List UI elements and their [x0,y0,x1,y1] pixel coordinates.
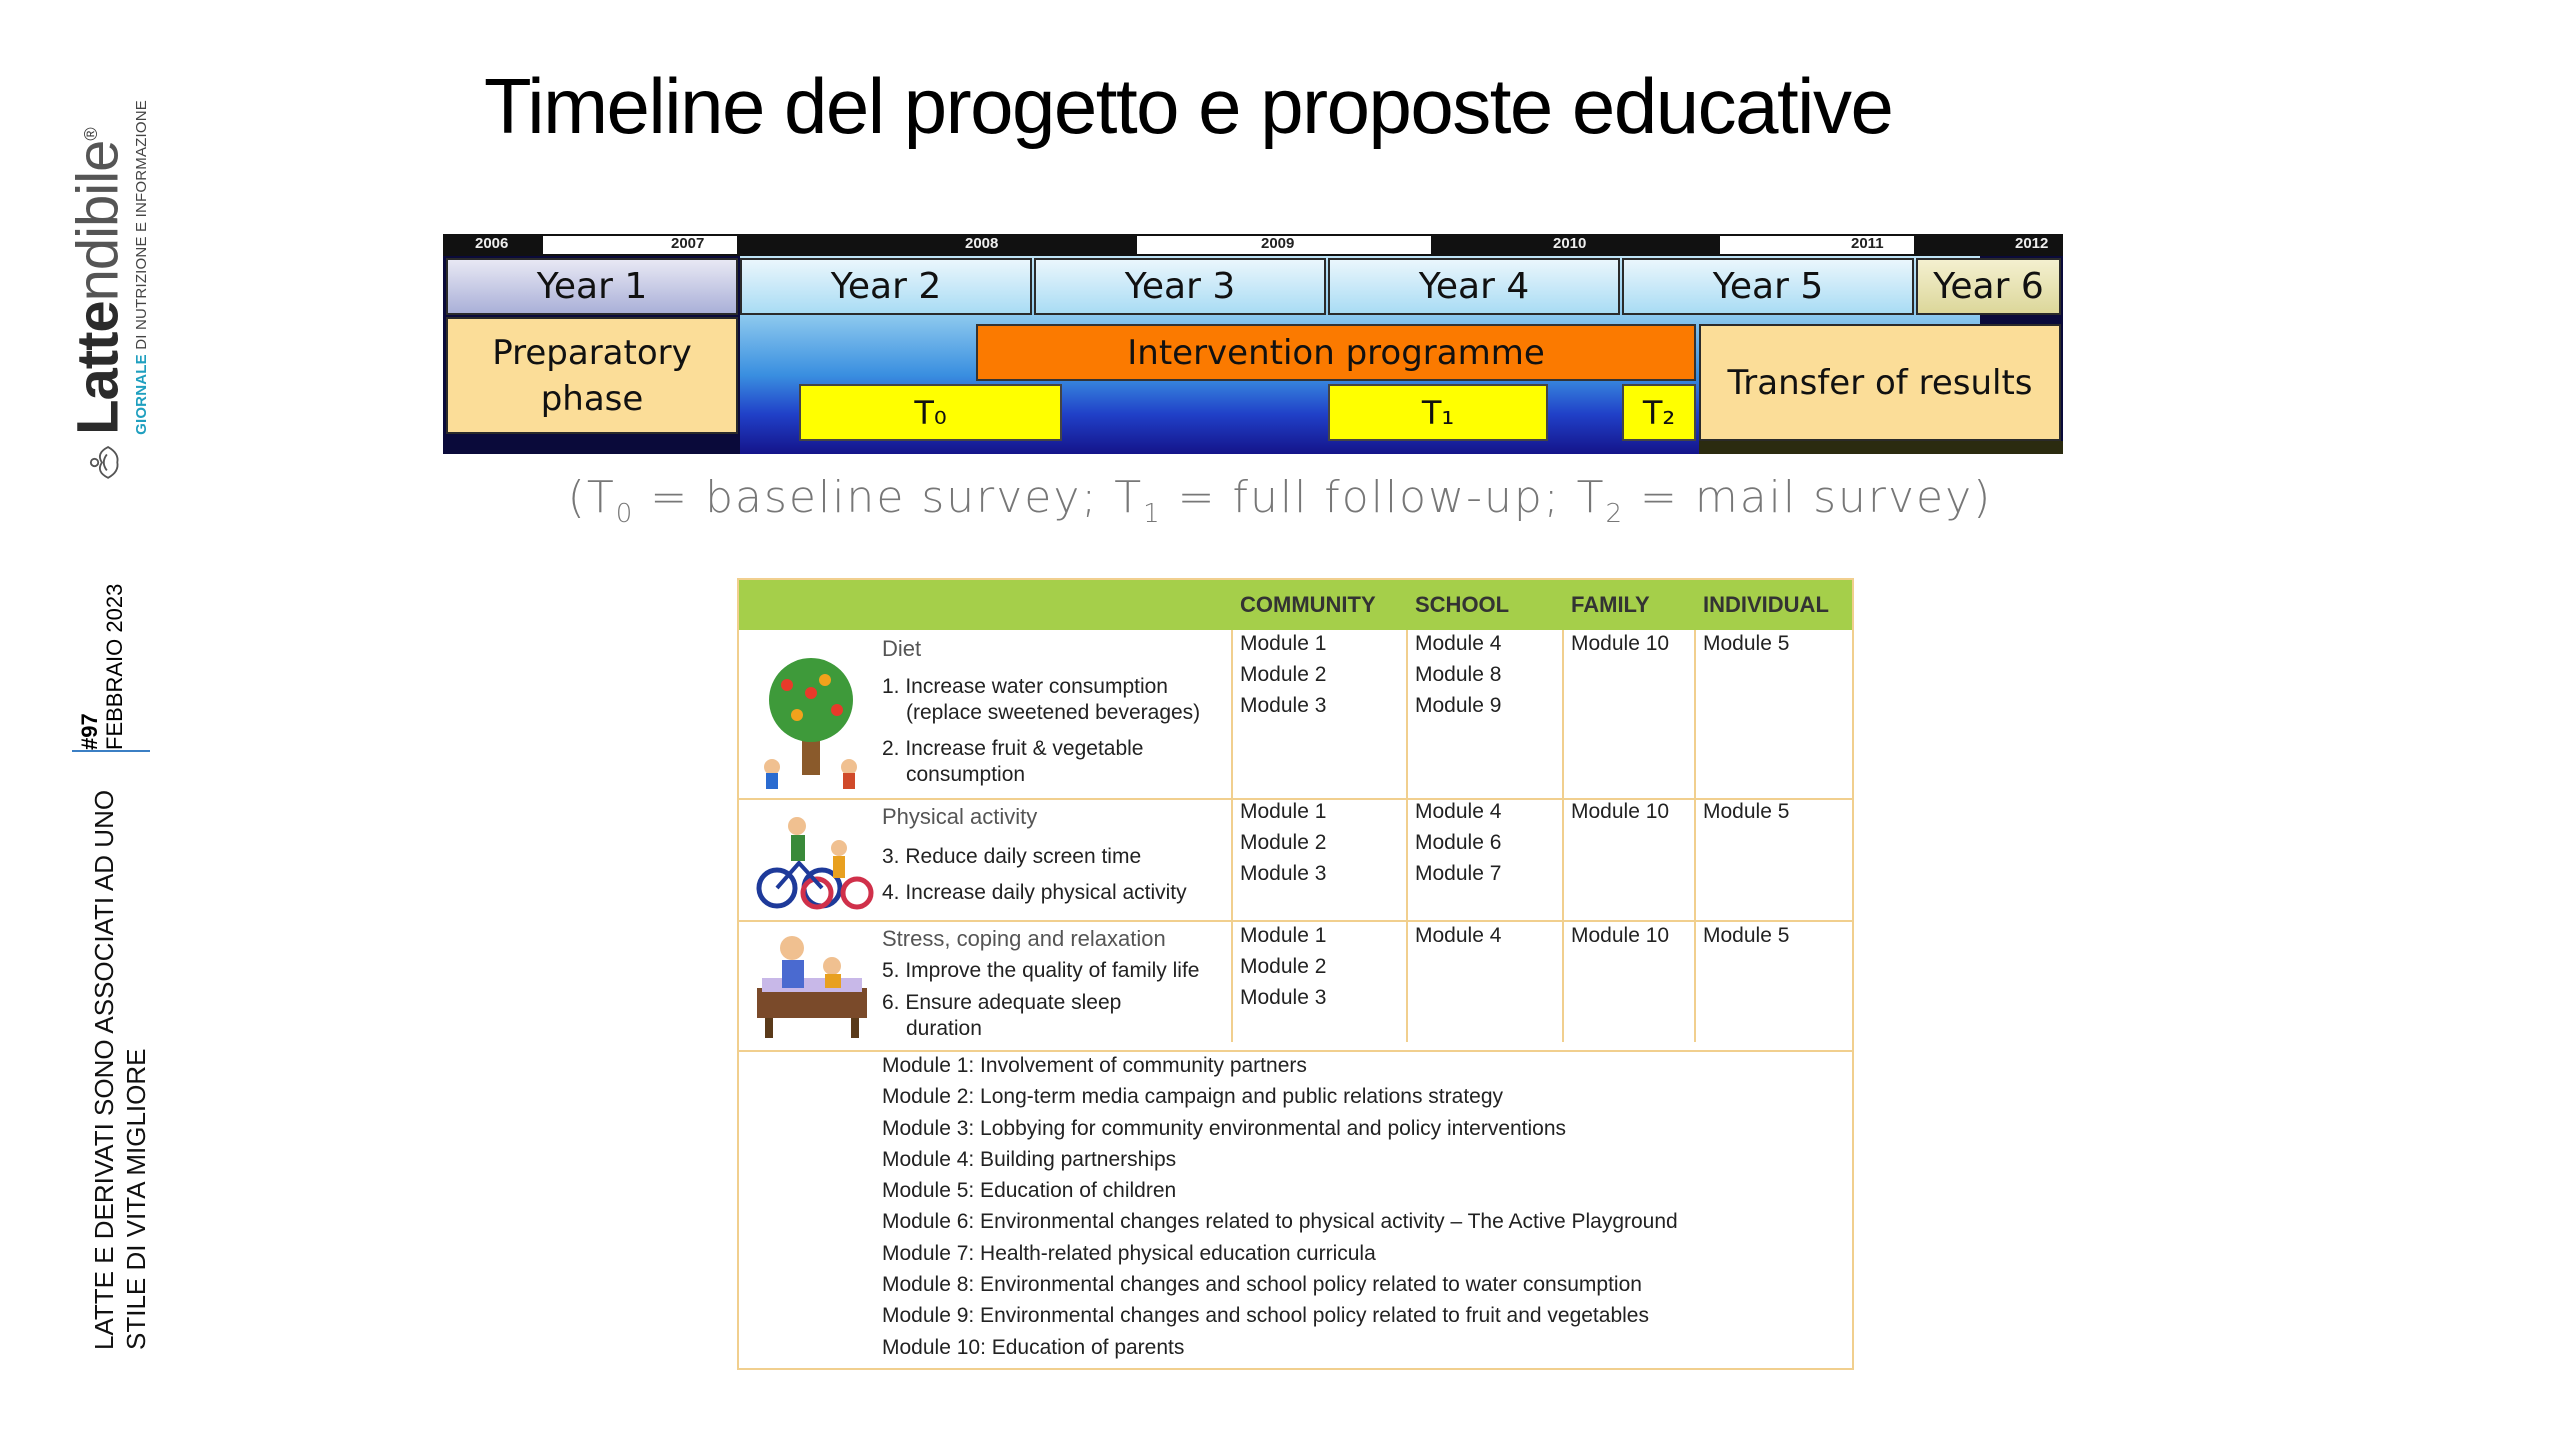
brand-logo [40,100,170,490]
module-legend [882,1050,1678,1363]
header-community: COMMUNITY [1240,592,1376,617]
project-timeline [443,234,2063,454]
timeline-caption: ($T_0$ = baseline survey; $T_1$ = full follow-up; $T_2$ = mail survey) [567,472,1993,529]
header-school: SCHOOL [1415,592,1510,617]
calendar-year-bar [443,234,2063,256]
legend-item: Module 5: Education of children [882,1179,1177,1203]
issue-number: #97 [77,713,102,750]
calendar-year: 2008 [965,235,999,252]
year-3: Year 3 [1034,258,1326,315]
issue-info [78,560,158,750]
family-modules: Module 10 [1571,800,1670,823]
legend-item: Module 10: Education of parents [882,1335,1185,1359]
legend-item: Module 7: Health-related physical education curricula [882,1241,1376,1265]
intervention-programme: Intervention programme [976,324,1696,381]
legend-item: Module 8: Environmental changes and school policy related to water consumption [882,1273,1642,1297]
divider [72,750,150,752]
brand-tagline: GIORNALE DI NUTRIZIONE E INFORMAZIONE [133,100,151,435]
calendar-year: 2011 [1851,235,1884,252]
legend-item: Module 6: Environmental changes related to physical activity – The Active Playground [882,1210,1678,1234]
legend-item: Module 1: Involvement of community partners [882,1054,1307,1077]
t1-survey: T₁ [1328,384,1548,441]
issue-date: FEBBRAIO 2023 [102,583,127,750]
calendar-year: 2007 [671,235,705,252]
table-header [739,580,1852,630]
individual-modules: Module 5 [1703,800,1790,823]
legend-item: Module 3: Lobbying for community environmental and policy interventions [882,1116,1567,1140]
list-item: 6. Ensure adequate sleep duration [882,991,1122,1040]
school-modules: Module 4 Module 6 Module 7 [1415,800,1502,885]
preparatory-phase: Preparatory phase [446,317,738,434]
family-modules: Module 10 [1571,924,1670,947]
list-item: 5. Improve the quality of family life [882,959,1200,982]
transfer-of-results: Transfer of results [1699,324,2061,441]
legend-item: Module 4: Building partnerships [882,1147,1177,1171]
legend-item: Module 9: Environmental changes and school policy related to fruit and vegetables [882,1304,1649,1328]
calendar-year: 2010 [1553,235,1587,252]
legend-item: Module 2: Long-term media campaign and public relations strategy [882,1085,1504,1109]
school-modules: Module 4 [1415,924,1502,947]
row-title-stress: Stress, coping and relaxation [882,926,1166,951]
list-item: 4. Increase daily physical activity [882,881,1187,904]
calendar-year: 2006 [475,235,509,252]
fruit-tree-illustration [747,655,877,790]
row-title-physical-activity: Physical activity [882,804,1038,829]
t2-survey: T₂ [1622,384,1696,441]
list-item: 3. Reduce daily screen time [882,845,1142,868]
sidebar-tagline: LATTE E DERIVATI SONO ASSOCIATI AD UNO STILE DI VITA MIGLIORE [89,789,151,1350]
header-individual: INDIVIDUAL [1703,592,1829,617]
calendar-year: 2012 [2015,235,2049,252]
year-5: Year 5 [1622,258,1914,315]
calendar-year: 2009 [1261,235,1295,252]
individual-modules: Module 5 [1703,924,1790,947]
row-title-diet: Diet [882,636,922,661]
community-modules: Module 1 Module 2 Module 3 [1240,800,1327,885]
year-1: Year 1 [446,258,738,315]
individual-modules: Module 5 [1703,632,1790,655]
brand-name: Lattendibile® [65,128,131,435]
intervention-table [737,578,1854,1370]
t0-survey: T₀ [799,384,1062,441]
community-modules: Module 1 Module 2 Module 3 [1240,924,1327,1009]
year-2: Year 2 [740,258,1032,315]
header-family: FAMILY [1571,592,1650,617]
list-item: 1. Increase water consumption (replace sweetened beverages) [882,675,1201,724]
family-modules: Module 10 [1571,632,1670,655]
family-relaxing-illustration [747,928,877,1043]
year-6: Year 6 [1916,258,2061,315]
school-modules: Module 4 Module 8 Module 9 [1415,632,1502,717]
community-modules: Module 1 Module 2 Module 3 [1240,632,1327,717]
cyclists-illustration [747,808,877,913]
year-4: Year 4 [1328,258,1620,315]
list-item: 2. Increase fruit & vegetable consumption [882,737,1144,786]
page-title: Timeline del progetto e proposte educative [484,62,1893,150]
